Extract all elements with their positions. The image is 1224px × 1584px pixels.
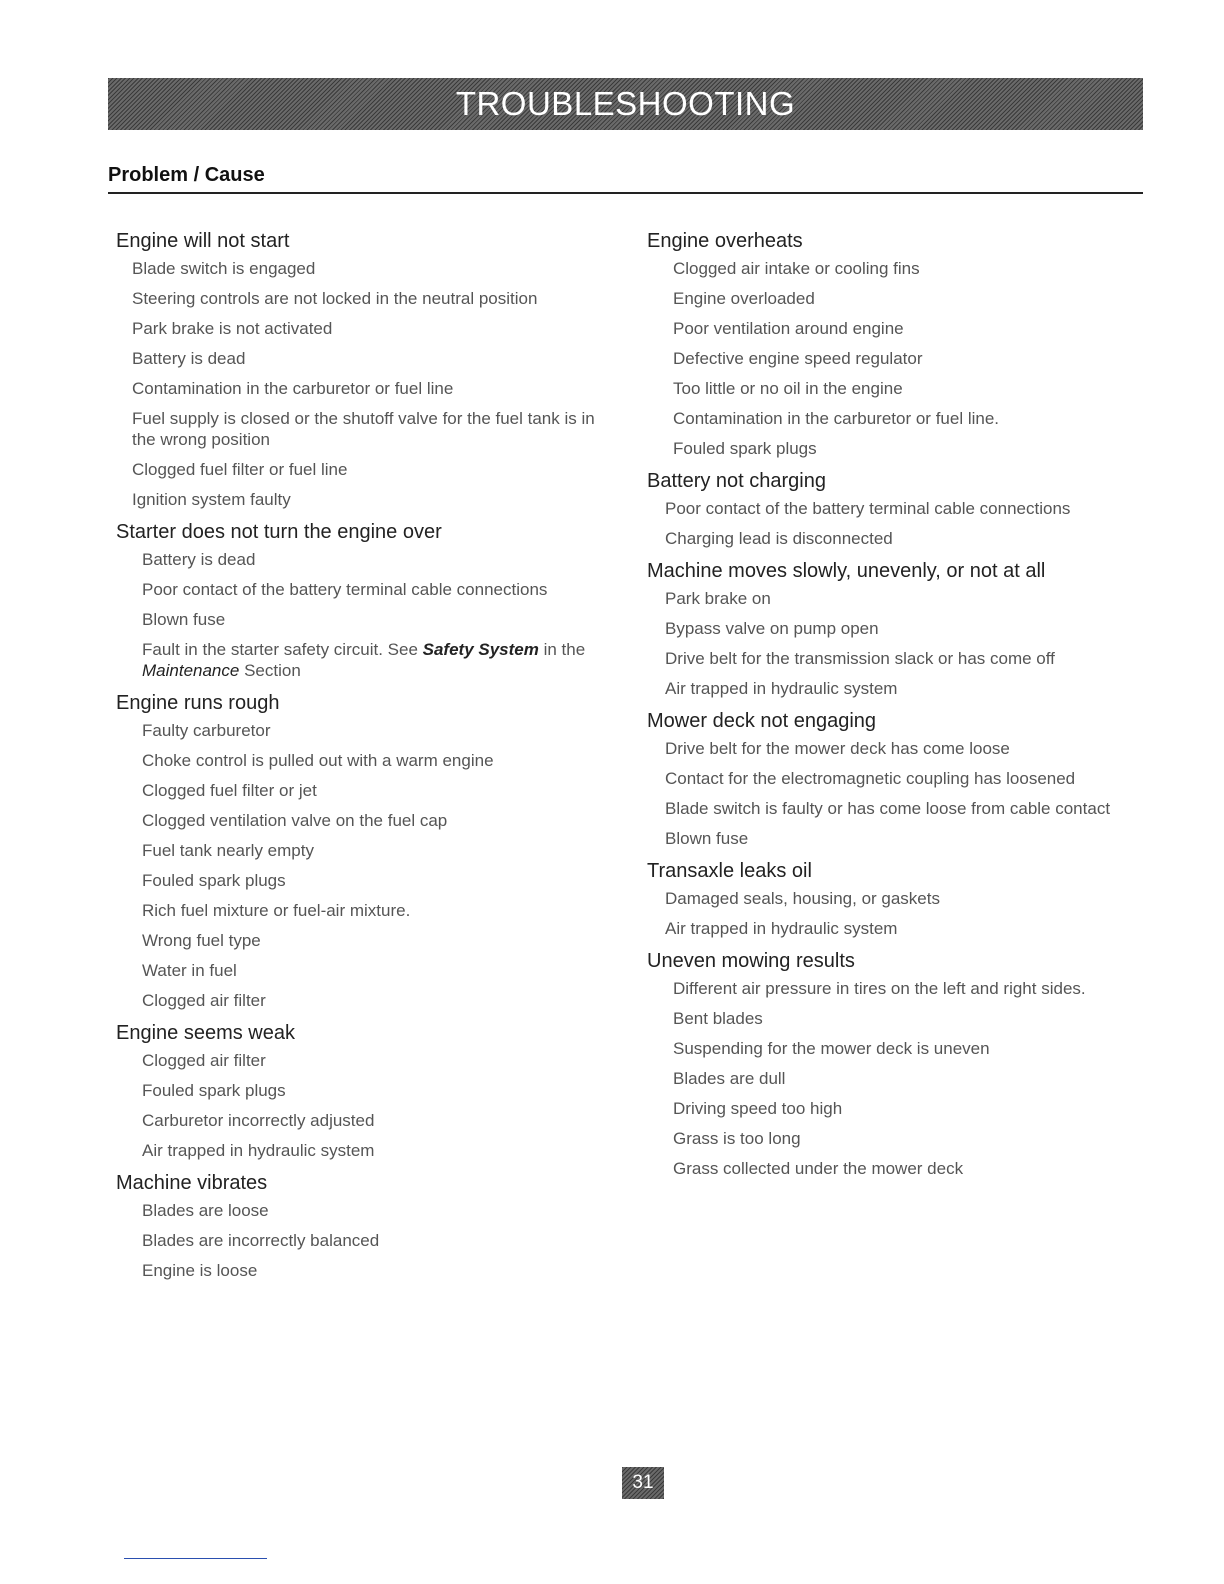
cause-item: Grass collected under the mower deck [673, 1159, 964, 1178]
problem-heading: Engine runs rough [116, 692, 280, 714]
cause-item: Carburetor incorrectly adjusted [142, 1111, 375, 1130]
cause-item: Poor ventilation around engine [673, 319, 904, 338]
cause-item: Poor contact of the battery terminal cable connections [665, 499, 1071, 518]
page-banner [108, 78, 1143, 130]
problem-heading: Engine will not start [116, 230, 290, 252]
cause-item: Bypass valve on pump open [665, 619, 879, 638]
maintenance-reference: Maintenance [142, 661, 240, 680]
cause-list [647, 498, 1147, 549]
cause-item: Fuel tank nearly empty [142, 841, 314, 860]
cause-item: Drive belt for the transmission slack or has come off [665, 649, 1055, 668]
cause-list [647, 588, 1147, 699]
section-subheading: Problem / Cause [108, 164, 1143, 194]
cause-item: Engine overloaded [673, 289, 815, 308]
cause-text: Section [239, 661, 301, 680]
cause-item: Different air pressure in tires on the left and right sides. [673, 979, 1086, 998]
right-column [647, 228, 1147, 1188]
cause-item: Fouled spark plugs [673, 439, 817, 458]
cause-item: Drive belt for the mower deck has come loose [665, 739, 1010, 758]
footer-rule [124, 1558, 267, 1559]
cause-item: Fouled spark plugs [142, 871, 286, 890]
cause-item: Contact for the electromagnetic coupling has loosened [665, 769, 1076, 788]
cause-item: Fouled spark plugs [142, 1081, 286, 1100]
cause-list [647, 738, 1147, 849]
cause-item: Blades are loose [142, 1201, 269, 1220]
cause-text: in the [538, 640, 586, 659]
cause-item: Water in fuel [142, 961, 237, 980]
cause-item: Defective engine speed regulator [673, 349, 923, 368]
cause-item: Clogged fuel filter or fuel line [132, 460, 348, 479]
cause-item: Contamination in the carburetor or fuel line. [673, 409, 1000, 428]
page-title: TROUBLESHOOTING [455, 85, 796, 122]
cause-list [116, 258, 596, 510]
cause-item-safety-circuit [142, 639, 596, 681]
cause-list [647, 978, 1147, 1179]
cause-item: Steering controls are not locked in the neutral position [132, 289, 538, 308]
cause-item: Clogged ventilation valve on the fuel cap [142, 811, 448, 830]
cause-list [647, 888, 1147, 939]
cause-item: Park brake on [665, 589, 771, 608]
cause-item: Choke control is pulled out with a warm engine [142, 751, 494, 770]
cause-item: Wrong fuel type [142, 931, 261, 950]
problem-heading: Engine overheats [647, 230, 803, 252]
cause-item: Air trapped in hydraulic system [665, 679, 898, 698]
cause-item: Poor contact of the battery terminal cable connections [142, 580, 548, 599]
cause-item: Clogged air intake or cooling fins [673, 259, 920, 278]
cause-item: Bent blades [673, 1009, 763, 1028]
left-column [116, 228, 596, 1290]
cause-item: Driving speed too high [673, 1099, 843, 1118]
cause-item: Blades are dull [673, 1069, 786, 1088]
cause-item: Blown fuse [665, 829, 749, 848]
cause-list [116, 1050, 596, 1161]
cause-item: Blades are incorrectly balanced [142, 1231, 380, 1250]
cause-item: Blade switch is faulty or has come loose from cable contact [665, 799, 1111, 818]
problem-heading: Uneven mowing results [647, 950, 855, 972]
problem-heading: Machine moves slowly, unevenly, or not at all [647, 560, 1046, 582]
cause-item: Battery is dead [132, 349, 246, 368]
cause-item: Engine is loose [142, 1261, 258, 1280]
problem-heading: Machine vibrates [116, 1172, 268, 1194]
cause-item: Grass is too long [673, 1129, 801, 1148]
cause-item: Clogged fuel filter or jet [142, 781, 317, 800]
problem-heading: Battery not charging [647, 470, 826, 492]
problem-heading: Transaxle leaks oil [647, 860, 812, 882]
cause-item: Too little or no oil in the engine [673, 379, 903, 398]
cause-item: Park brake is not activated [132, 319, 333, 338]
cause-text: Fault in the starter safety circuit. See [142, 640, 423, 659]
cause-item: Suspending for the mower deck is uneven [673, 1039, 990, 1058]
cause-item: Air trapped in hydraulic system [142, 1141, 375, 1160]
cause-item: Air trapped in hydraulic system [665, 919, 898, 938]
safety-system-reference: Safety System [422, 640, 539, 659]
cause-item: Ignition system faulty [132, 490, 291, 509]
page-number: 31 [622, 1467, 664, 1499]
cause-item: Blown fuse [142, 610, 226, 629]
cause-item: Fuel supply is closed or the shutoff valve for the fuel tank is in the wrong position [132, 409, 595, 449]
cause-item: Damaged seals, housing, or gaskets [665, 889, 940, 908]
cause-list [116, 720, 596, 1011]
cause-item: Charging lead is disconnected [665, 529, 893, 548]
problem-heading: Mower deck not engaging [647, 710, 877, 732]
cause-item: Faulty carburetor [142, 721, 271, 740]
cause-item: Battery is dead [142, 550, 256, 569]
problem-heading: Starter does not turn the engine over [116, 521, 442, 543]
cause-item: Contamination in the carburetor or fuel line [132, 379, 454, 398]
cause-item: Blade switch is engaged [132, 259, 316, 278]
cause-list [116, 1200, 596, 1281]
cause-item: Clogged air filter [142, 991, 266, 1010]
cause-item: Rich fuel mixture or fuel-air mixture. [142, 901, 411, 920]
problem-heading: Engine seems weak [116, 1022, 295, 1044]
cause-item: Clogged air filter [142, 1051, 266, 1070]
cause-list [647, 258, 1147, 459]
cause-list [116, 549, 596, 681]
